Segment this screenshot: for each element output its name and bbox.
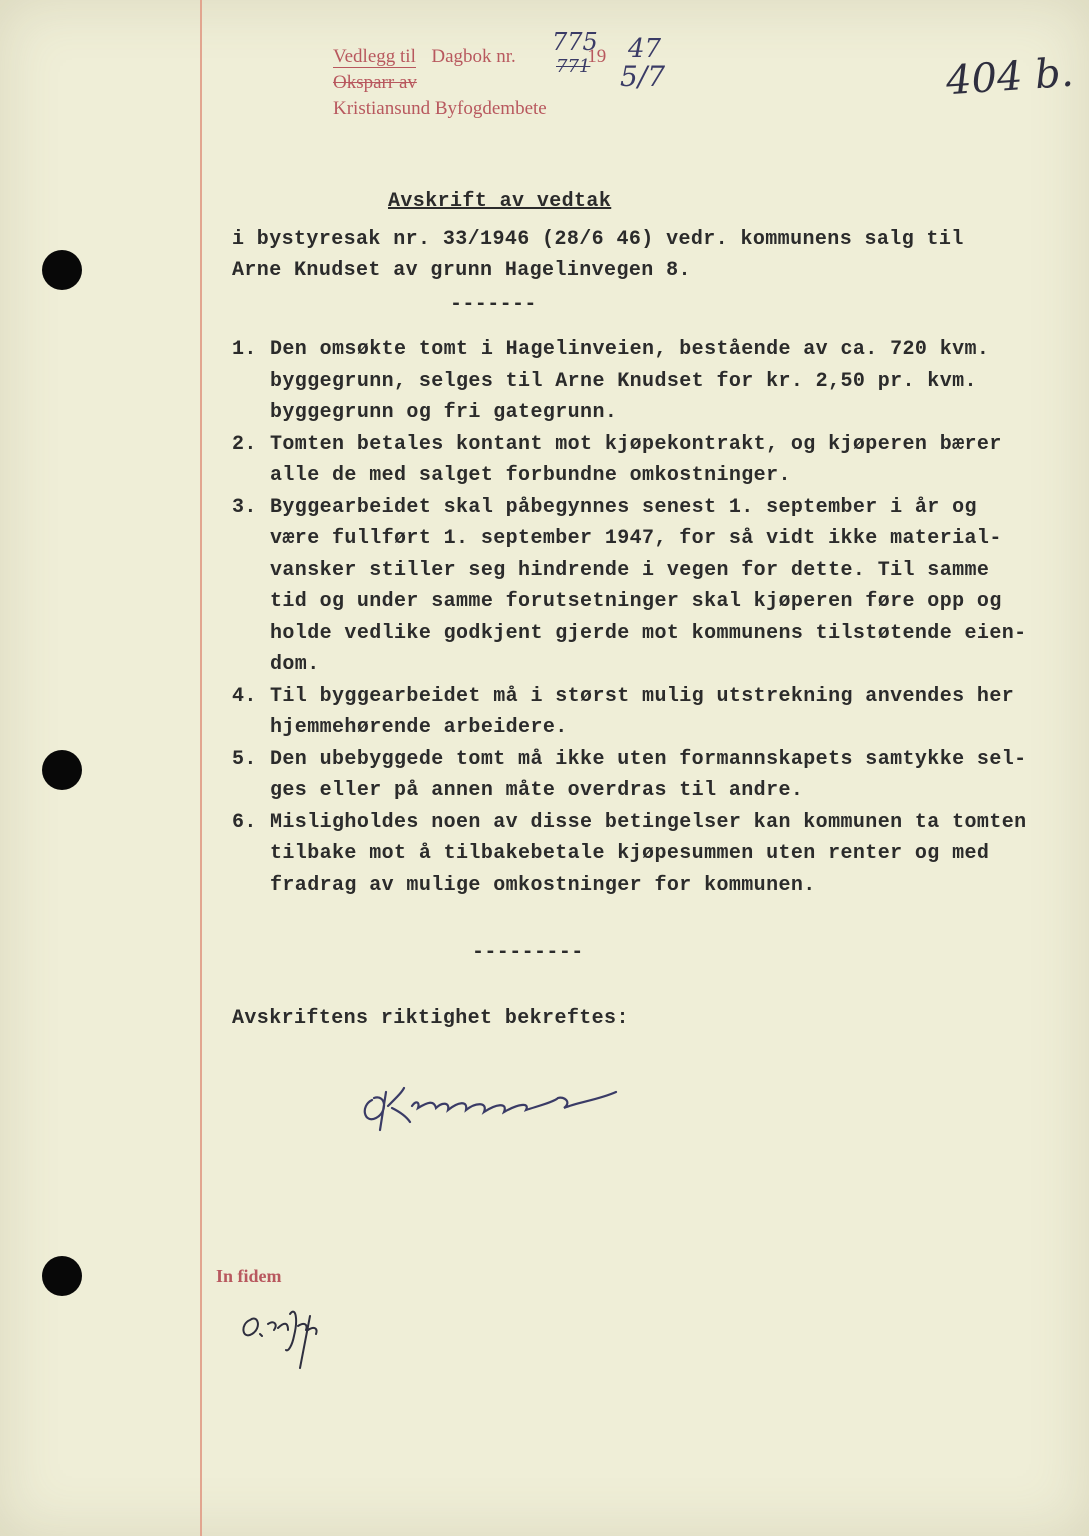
decision-item (232, 744, 1052, 807)
handwritten-struck-number: 771 (556, 56, 591, 77)
handwritten-year-suffix: 47 (628, 34, 662, 64)
item-line: alle de med salget forbundne omkostninger. (270, 464, 791, 487)
item-line: tid og under samme forutsetninger skal kjøperen føre opp og (270, 590, 1002, 613)
decision-item (232, 429, 1052, 492)
stamp-vedlegg-label: Vedlegg til (333, 46, 416, 67)
document-body (232, 186, 1052, 1034)
item-line: være fullført 1. september 1947, for så vidt ikke material- (270, 527, 1002, 550)
item-line: Til byggearbeidet må i størst mulig utstrekning anvendes her (270, 684, 1015, 708)
item-line: tilbake mot å tilbakebetale kjøpesummen uten renter og med (270, 842, 990, 865)
item-number: 3. (232, 495, 257, 519)
punch-hole-top (42, 250, 82, 290)
stamp-office-name: Kristiansund Byfogdembete (333, 98, 547, 119)
item-text (270, 807, 1052, 902)
item-line: byggegrunn, selges til Arne Knudset for kr. 2,50 pr. kvm. (270, 369, 977, 393)
item-line: Den omsøkte tomt i Hagelinveien, bestående av ca. 720 kvm. (270, 338, 990, 361)
item-line: dom. (270, 653, 320, 676)
item-line: Byggearbeidet skal påbegynnes senest 1. september i år og (270, 495, 977, 519)
item-text (270, 681, 1052, 744)
handwritten-dagbok-number: 775 (552, 28, 598, 56)
punch-hole-bottom (42, 1256, 82, 1296)
page-marker: 404 b. (944, 49, 1075, 105)
item-line: vansker stiller seg hindrende i vegen for dette. Til samme (270, 558, 990, 582)
handwritten-date: 5/7 (620, 60, 666, 93)
stamp-year-prefix: 19 (587, 46, 607, 67)
item-line: Misligholdes noen av disse betingelser kan kommunen ta tomten (270, 810, 1027, 834)
decision-items (232, 334, 1052, 901)
item-line: Tomten betales kontant mot kjøpekontrakt, og kjøperen bærer (270, 432, 1002, 456)
separator: ------- (450, 292, 537, 316)
item-text (270, 429, 1052, 492)
item-number: 2. (232, 432, 257, 456)
item-number: 6. (232, 810, 257, 834)
document-title: Avskrift av vedtak (388, 190, 612, 213)
intro-line-1: i bystyresak nr. 33/1946 (28/6 46) vedr. kommunens salg til (232, 227, 964, 251)
item-line: fradrag av mulige omkostninger for kommunen. (270, 873, 816, 897)
item-line: byggegrunn og fri gategrunn. (270, 401, 618, 424)
decision-item (232, 334, 1052, 429)
margin-line (200, 0, 202, 1536)
stamp-dagbok-label: Dagbok nr. (431, 46, 516, 67)
item-text (270, 334, 1052, 429)
in-fidem-stamp: In fidem (216, 1266, 282, 1286)
confirmation-text: Avskriftens riktighet bekreftes: (232, 1006, 629, 1030)
item-text (270, 492, 1052, 681)
intro-line-2: Arne Knudset av grunn Hagelinvegen 8. (232, 259, 691, 282)
signature-overby (238, 1280, 338, 1380)
item-line: ges eller på annen måte overdras til andre. (270, 779, 804, 802)
item-number: 4. (232, 684, 257, 708)
decision-item (232, 681, 1052, 744)
item-line: holde vedlike godkjent gjerde mot kommunens tilstøtende eien- (270, 621, 1027, 645)
separator: --------- (472, 941, 584, 964)
item-number: 1. (232, 338, 257, 361)
punch-hole-middle (42, 750, 82, 790)
item-line: hjemmehørende arbeidere. (270, 716, 568, 739)
item-number: 5. (232, 747, 257, 771)
item-text (270, 744, 1052, 807)
decision-item (232, 807, 1052, 902)
decision-item (232, 492, 1052, 681)
signature-kranes (358, 1072, 628, 1132)
stamp-struck-office: Oksparr av (333, 72, 417, 93)
item-line: Den ubebyggede tomt må ikke uten formannskapets samtykke sel- (270, 747, 1027, 771)
